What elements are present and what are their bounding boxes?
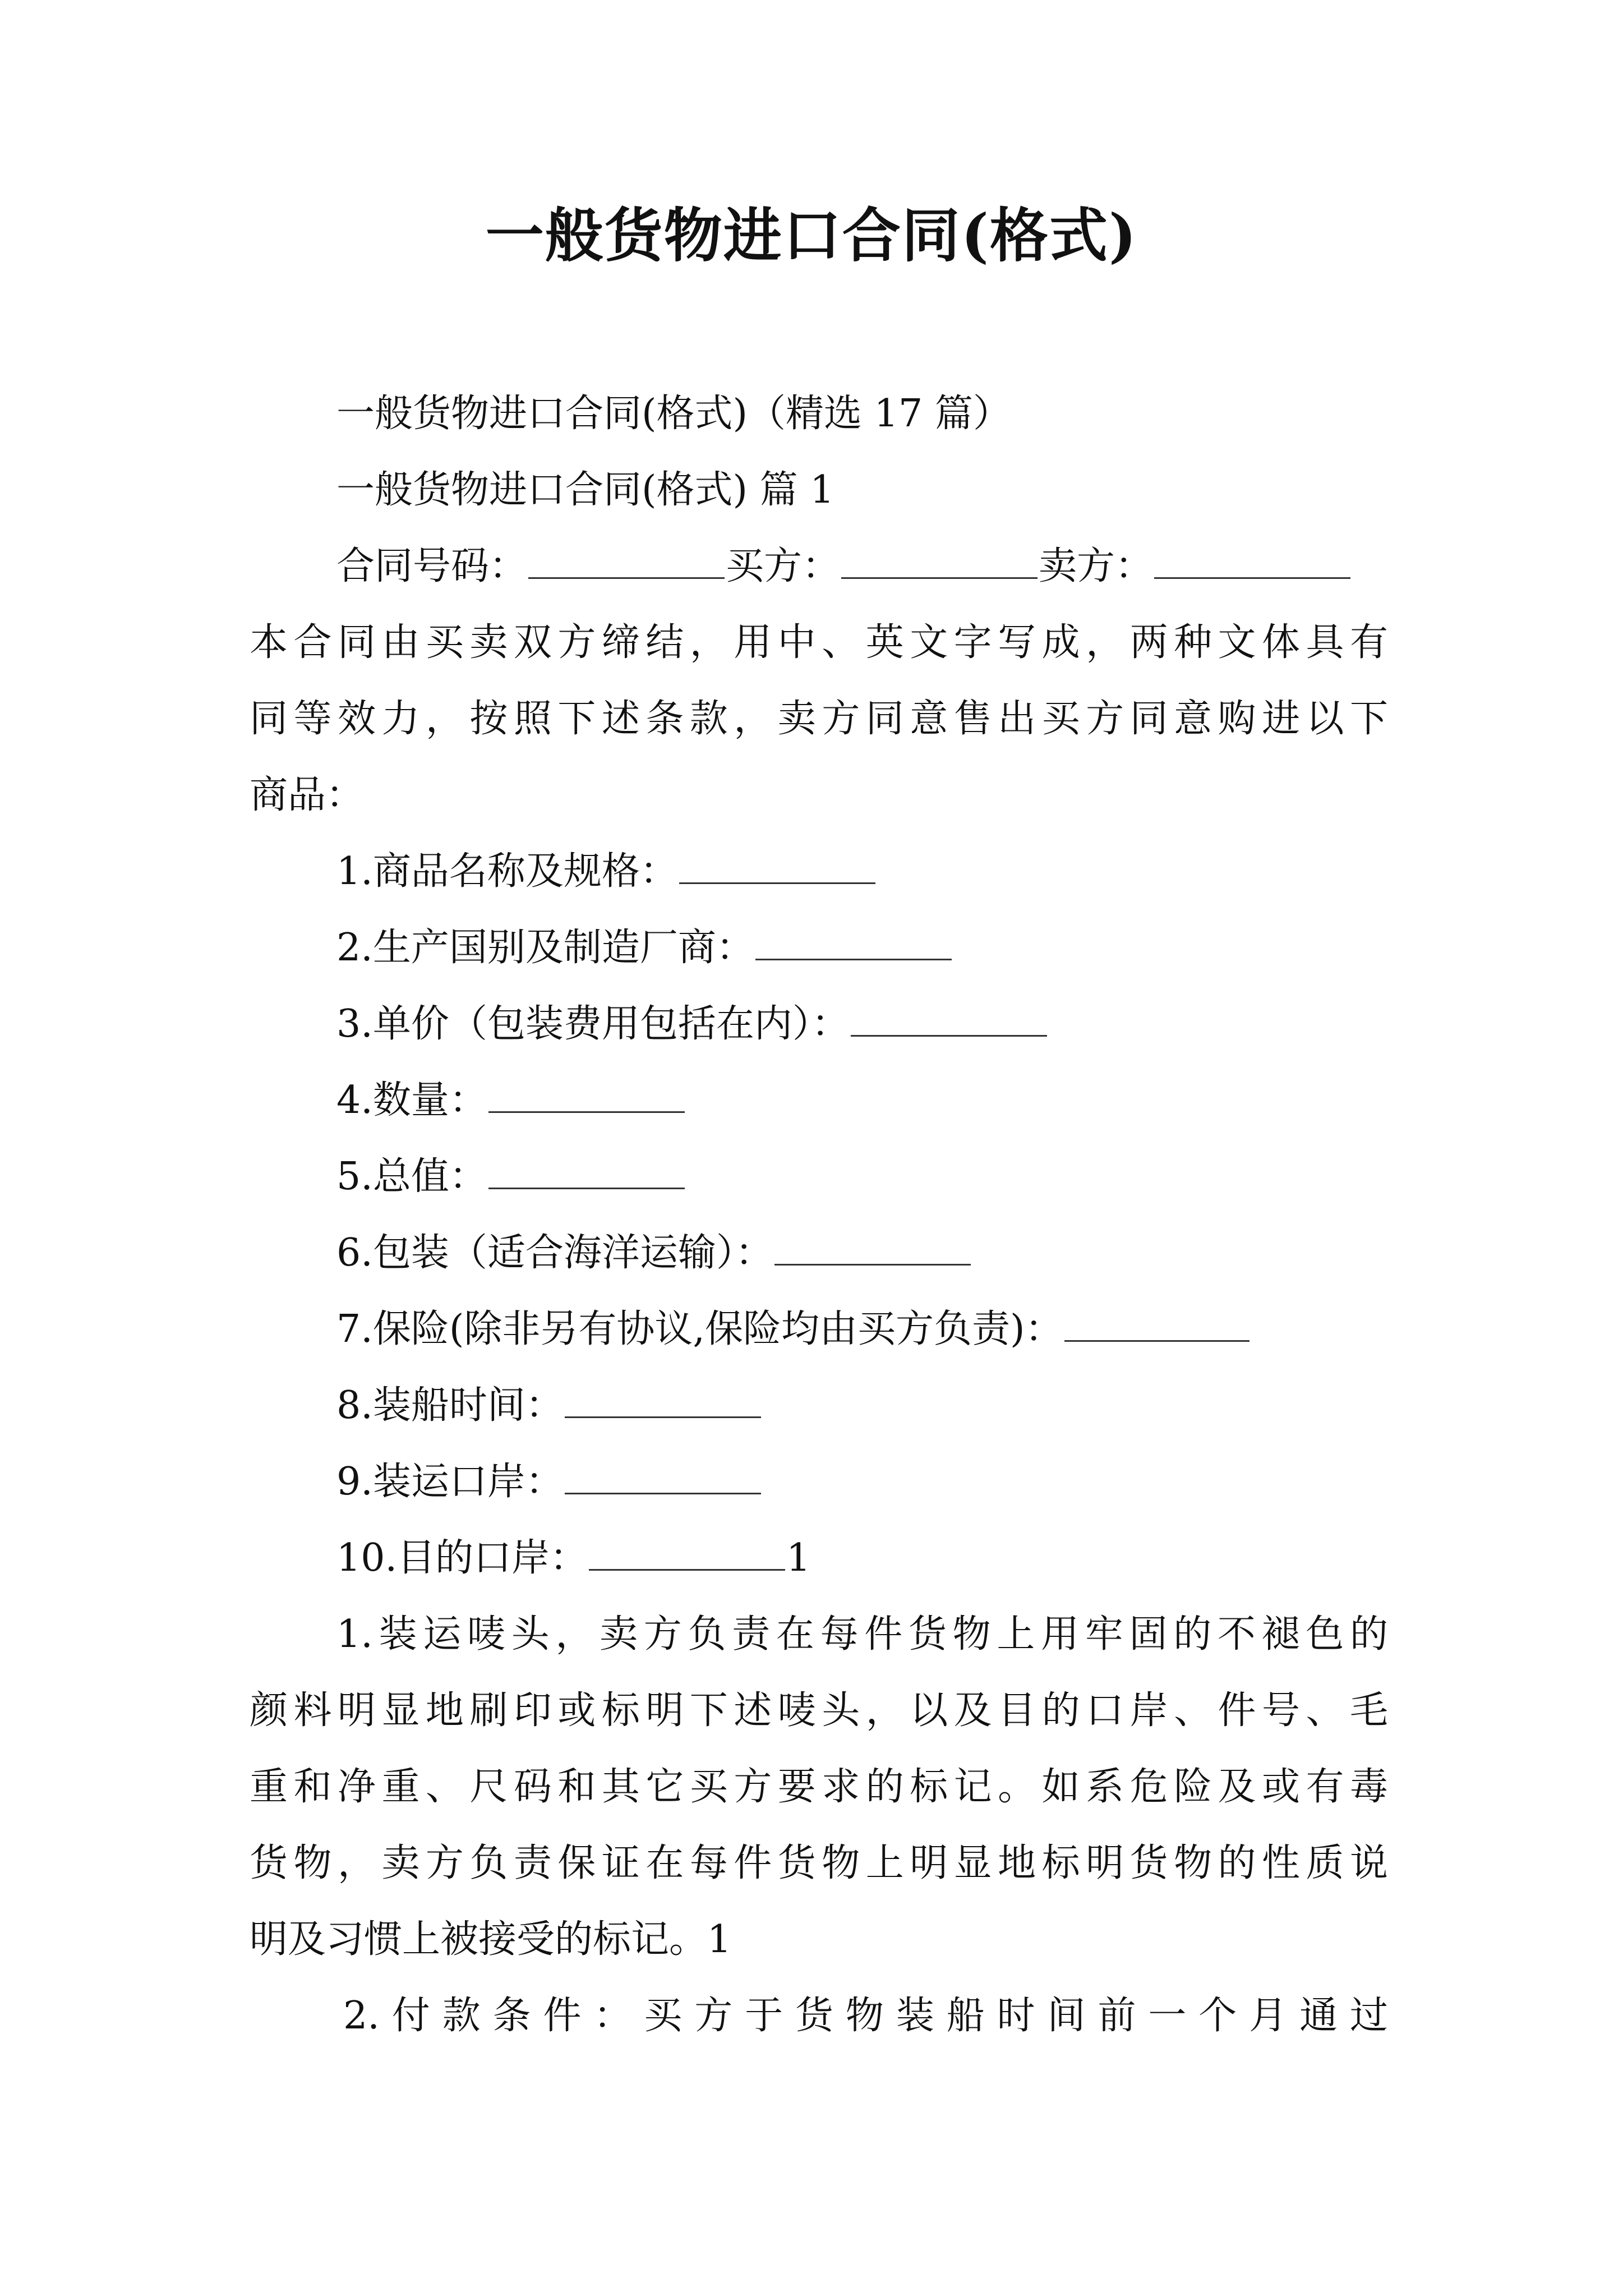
seller-blank	[1154, 544, 1350, 579]
item-label: 9.装运口岸：	[336, 1460, 564, 1504]
clause1-line-2: 颜料明显地刷印或标明下述唛头，以及目的口岸、件号、毛	[250, 1688, 1388, 1733]
section-heading: 一般货物进口合同(格式) 篇 1	[336, 468, 834, 512]
item-8	[336, 1379, 1388, 1433]
item-label: 5.总值：	[336, 1154, 487, 1199]
item-blank	[755, 925, 952, 960]
item-2	[336, 921, 1388, 975]
item-6	[336, 1226, 1388, 1280]
clause1-line-3: 重和净重、尺码和其它买方要求的标记。如系危险及或有毒	[250, 1765, 1388, 1809]
item-suffix: 1	[786, 1536, 811, 1580]
buyer-label: 买方：	[726, 544, 841, 588]
item-label: 2.生产国别及制造厂商：	[336, 926, 754, 970]
item-label: 7.保险(除非另有协议,保险均由买方负责)：	[336, 1307, 1063, 1351]
intro-line-1: 本合同由买卖双方缔结，用中、英文字写成，两种文体具有	[250, 620, 1388, 665]
item-5	[336, 1150, 1388, 1204]
item-label: 3.单价（包装费用包括在内）：	[336, 1002, 850, 1046]
contract-no-blank	[528, 544, 725, 579]
document-subtitle: 一般货物进口合同(格式)（精选 17 篇）	[336, 392, 1011, 436]
item-blank	[565, 1383, 761, 1418]
item-3	[336, 997, 1388, 1051]
intro-line-2: 同等效力，按照下述条款，卖方同意售出买方同意购进以下	[250, 697, 1388, 741]
item-blank	[488, 1078, 685, 1113]
parties-line	[336, 540, 1388, 593]
item-10	[336, 1531, 1388, 1585]
seller-label: 卖方：	[1039, 544, 1154, 588]
clause1-line-5: 明及习惯上被接受的标记。1	[250, 1917, 732, 1962]
item-label: 6.包装（适合海洋运输）：	[336, 1231, 773, 1275]
intro-line-3: 商品：	[250, 773, 365, 817]
clause1-line-4: 货物，卖方负责保证在每件货物上明显地标明货物的性质说	[250, 1841, 1388, 1885]
item-blank	[565, 1459, 761, 1494]
item-blank	[851, 1001, 1047, 1037]
item-blank	[488, 1154, 685, 1189]
item-label: 4.数量：	[336, 1078, 487, 1122]
item-label: 10.目的口岸：	[336, 1536, 588, 1580]
item-4	[336, 1074, 1388, 1128]
clause2-line-1: 2.付款条件：买方于货物装船时间前一个月通过	[343, 1994, 1388, 2038]
item-1	[336, 845, 1388, 899]
contract-no-label: 合同号码：	[336, 544, 528, 588]
item-label: 1.商品名称及规格：	[336, 849, 678, 894]
item-7	[336, 1303, 1388, 1356]
item-blank	[679, 849, 875, 884]
clause1-line-1: 1.装运唛头，卖方负责在每件货物上用牢固的不褪色的	[336, 1612, 1388, 1657]
item-9	[336, 1455, 1388, 1509]
document-title: 一般货物进口合同(格式)	[485, 201, 1138, 270]
item-blank	[1064, 1306, 1249, 1342]
item-blank	[774, 1230, 971, 1266]
item-label: 8.装船时间：	[336, 1383, 564, 1428]
item-blank	[589, 1535, 785, 1571]
buyer-blank	[841, 544, 1038, 579]
